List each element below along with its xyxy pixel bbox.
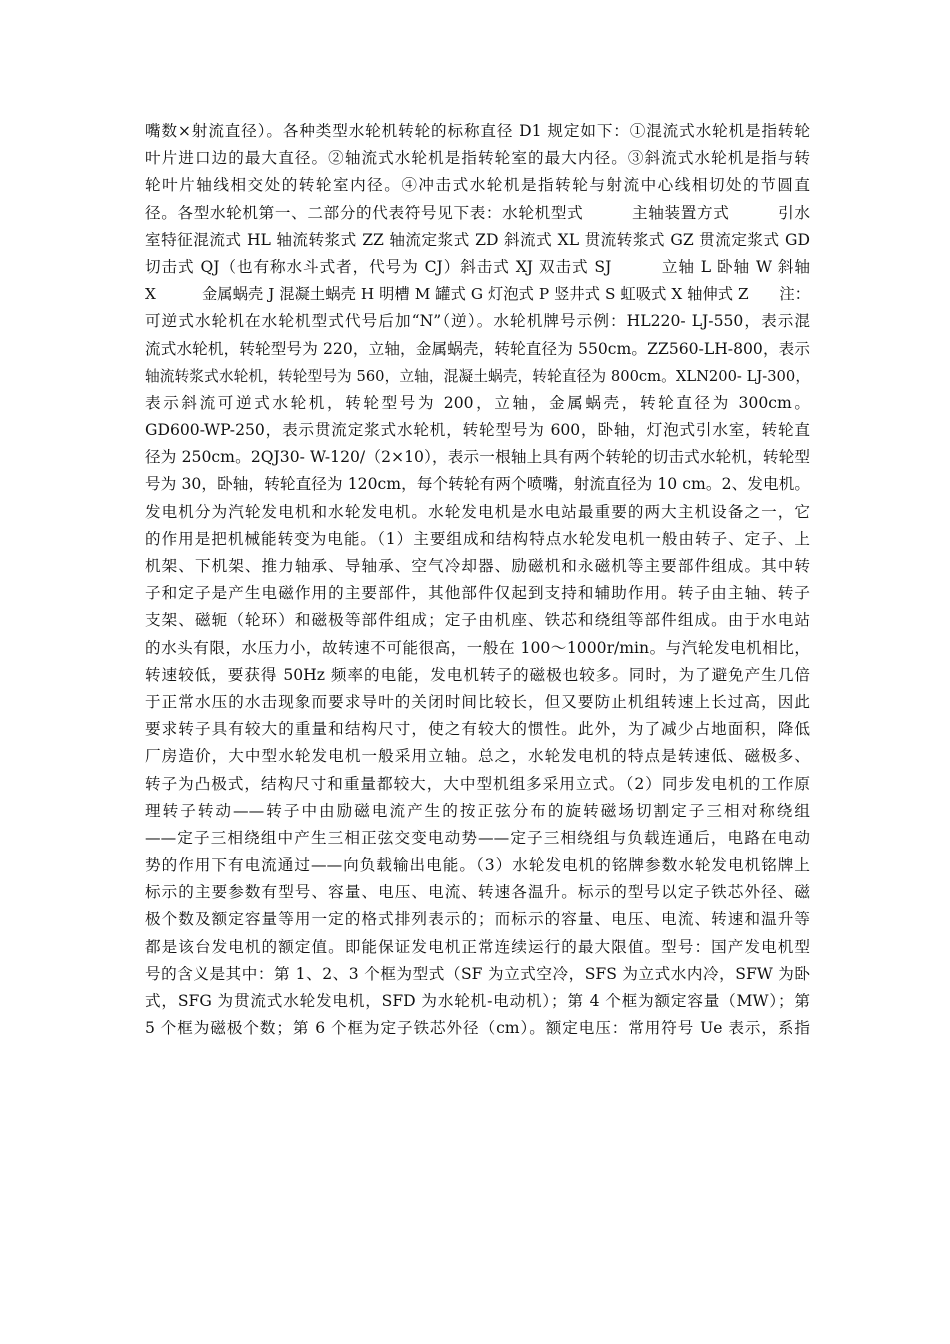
text-line: 发电机分为汽轮发电机和水轮发电机。水轮发电机是水电站最重要的两大主机设备之一，它 [145,502,810,521]
text-line: 号的含义是其中：第 1、2、3 个框为型式（SF 为立式空冷，SFS 为立式水内冷，SFW 为卧 [145,964,810,983]
text-line: 转速较低，要获得 50Hz 频率的电能，发电机转子的磁极也较多。同时，为了避免产生几倍 [145,665,810,684]
text-line: 要求转子具有较大的重量和结构尺寸，使之有较大的惯性。此外，为了减少占地面积，降低 [145,720,810,739]
text-line: 极个数及额定容量等用一定的格式排列表示的；而标示的容量、电压、电流、转速和温升等 [145,910,810,929]
text-line: 表示斜流可逆式水轮机，转轮型号为 200，立轴，金属蜗壳，转轮直径为 300cm。 [145,393,810,412]
text-line: 5 个框为磁极个数；第 6 个框为定子铁芯外径（cm）。额定电压：常用符号 Ue 表示，系指 [145,1019,810,1038]
text-line: 径为 250cm。2QJ30- W-120/（2×10），表示一根轴上具有两个转轮的切击式水轮机，转轮型 [145,448,810,467]
text-line: 嘴数×射流直径）。各种类型水轮机转轮的标称直径 D1 规定如下：①混流式水轮机是指转轮 [145,122,810,140]
text-line: 流式水轮机，转轮型号为 220，立轴，金属蜗壳，转轮直径为 550cm。ZZ560-LH-800，表示 [145,339,810,358]
text-line: 势的作用下有电流通过——向负载输出电能。（3）水轮发电机的铭牌参数水轮发电机铭牌上 [145,856,810,875]
text-line: 支架、磁轭（轮环）和磁极等部件组成；定子由机座、铁芯和绕组等部件组成。由于水电站 [145,611,810,630]
text-line: 于正常水压的水击现象而要求导叶的关闭时间比较长，但又要防止机组转速上长过高，因此 [145,692,810,711]
text-line: 的水头有限，水压力小，故转速不可能很高，一般在 100～1000r/min。与汽轮发电机相比， [145,638,810,657]
text-line: 标示的主要参数有型号、容量、电压、电流、转速各温升。标示的型号以定子铁芯外径、磁 [145,883,810,902]
text-line: 号为 30，卧轴，转轮直径为 120cm，每个转轮有两个喷嘴，射流直径为 10 cm。2、发电机。 [145,475,810,494]
text-line: 室特征混流式 HL 轴流转浆式 ZZ 轴流定浆式 ZD 斜流式 XL 贯流转浆式 GZ 贯流定浆式 GD [145,230,810,249]
text-line: 的作用是把机械能转变为电能。（1）主要组成和结构特点水轮发电机一般由转子、定子、上 [145,529,810,548]
text-line: 径。各型水轮机第一、二部分的代表符号见下表：水轮机型式 主轴装置方式 引水 [145,203,810,222]
text-line: 叶片进口边的最大直径。②轴流式水轮机是指转轮室的最大内径。③斜流式水轮机是指与转 [145,149,810,168]
text-line: X 金属蜗壳 J 混凝土蜗壳 H 明槽 M 罐式 G 灯泡式 P 竖井式 S 虹吸式 X 轴伸式 Z 注： [145,285,810,304]
text-line: ——定子三相绕组中产生三相正弦交变电动势——定子三相绕组与负载连通后，电路在电动 [145,828,810,847]
text-line: 厂房造价，大中型水轮发电机一般采用立轴。总之，水轮发电机的特点是转速低、磁极多、 [145,747,810,766]
text-line: 理转子转动——转子中由励磁电流产生的按正弦分布的旋转磁场切割定子三相对称绕组 [145,801,810,820]
text-line: 可逆式水轮机在水轮机型式代号后加“N”（逆）。水轮机牌号示例：HL220- LJ-550，表示混 [145,312,810,331]
text-line: GD600-WP-250，表示贯流定浆式水轮机，转轮型号为 600，卧轴，灯泡式引水室，转轮直 [145,421,810,440]
text-line: 转子为凸极式，结构尺寸和重量都较大，大中型机组多采用立式。（2）同步发电机的工作原 [145,774,810,793]
text-line: 子和定子是产生电磁作用的主要部件，其他部件仅起到支持和辅助作用。转子由主轴、转子 [145,584,810,603]
text-line: 轮叶片轴线相交处的转轮室内径。④冲击式水轮机是指转轮与射流中心线相切处的节圆直 [145,176,810,195]
text-line: 轴流转浆式水轮机，转轮型号为 560，立轴，混凝土蜗壳，转轮直径为 800cm。XLN200- LJ-300， [145,367,810,385]
text-line: 机架、下机架、推力轴承、导轴承、空气冷却器、励磁机和永磁机等主要部件组成。其中转 [145,557,810,575]
body-text [145,118,810,1042]
text-line: 式，SFG 为贯流式水轮发电机，SFD 为水轮机-电动机）；第 4 个框为额定容量（MW）；第 [145,992,810,1010]
text-line: 切击式 QJ（也有称水斗式者，代号为 CJ）斜击式 XJ 双击式 SJ 立轴 L 卧轴 W 斜轴 [145,257,810,276]
text-line: 都是该台发电机的额定值。即能保证发电机正常连续运行的最大限值。型号：国产发电机型 [145,937,810,956]
